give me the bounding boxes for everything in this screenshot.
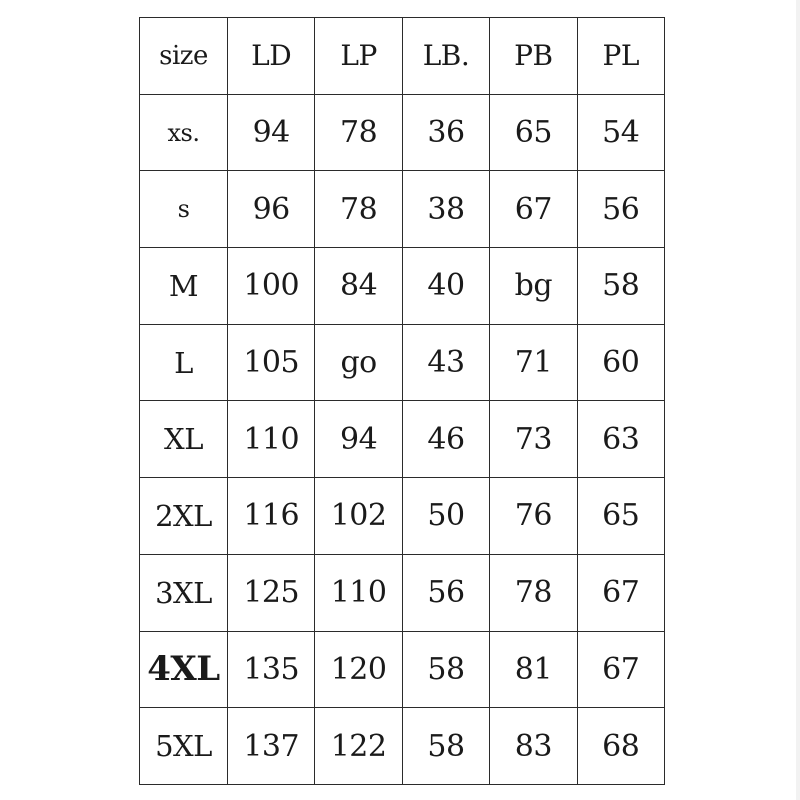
table-cell: 105 bbox=[228, 324, 315, 401]
table-cell: 60 bbox=[577, 324, 664, 401]
table-cell: 56 bbox=[577, 171, 664, 248]
size-label: 5XL bbox=[140, 708, 228, 785]
table-cell: 65 bbox=[577, 478, 664, 555]
table-row bbox=[140, 708, 665, 785]
header-pl: PL bbox=[577, 18, 664, 95]
table-cell: 137 bbox=[228, 708, 315, 785]
table-cell: 56 bbox=[402, 554, 489, 631]
table-cell: 122 bbox=[315, 708, 402, 785]
table-cell: 94 bbox=[315, 401, 402, 478]
table-cell: 125 bbox=[228, 554, 315, 631]
table-row bbox=[140, 631, 665, 708]
table-cell: bg bbox=[490, 248, 577, 325]
table-cell: 67 bbox=[577, 554, 664, 631]
table-row bbox=[140, 248, 665, 325]
page-edge-divider bbox=[796, 0, 800, 800]
table-cell: 54 bbox=[577, 94, 664, 171]
table-cell: 67 bbox=[577, 631, 664, 708]
table-row bbox=[140, 171, 665, 248]
table-cell: 40 bbox=[402, 248, 489, 325]
table-cell: 71 bbox=[490, 324, 577, 401]
table-cell: 78 bbox=[315, 171, 402, 248]
table-header-row bbox=[140, 18, 665, 95]
table-cell: 65 bbox=[490, 94, 577, 171]
table-cell: 120 bbox=[315, 631, 402, 708]
size-label: M bbox=[140, 248, 228, 325]
table-cell: go bbox=[315, 324, 402, 401]
size-label: 2XL bbox=[140, 478, 228, 555]
table-cell: 67 bbox=[490, 171, 577, 248]
size-label: 4XL bbox=[140, 631, 228, 708]
table-cell: 110 bbox=[228, 401, 315, 478]
table-cell: 43 bbox=[402, 324, 489, 401]
table-cell: 102 bbox=[315, 478, 402, 555]
table-cell: 50 bbox=[402, 478, 489, 555]
table-row bbox=[140, 554, 665, 631]
size-label: XL bbox=[140, 401, 228, 478]
header-pb: PB bbox=[490, 18, 577, 95]
table-cell: 81 bbox=[490, 631, 577, 708]
table-cell: 94 bbox=[228, 94, 315, 171]
header-lb: LB. bbox=[402, 18, 489, 95]
table-cell: 63 bbox=[577, 401, 664, 478]
table-cell: 78 bbox=[490, 554, 577, 631]
header-lp: LP bbox=[315, 18, 402, 95]
table-cell: 83 bbox=[490, 708, 577, 785]
table-cell: 73 bbox=[490, 401, 577, 478]
size-label: L bbox=[140, 324, 228, 401]
header-ld: LD bbox=[228, 18, 315, 95]
table-cell: 110 bbox=[315, 554, 402, 631]
table-cell: 58 bbox=[577, 248, 664, 325]
table-cell: 36 bbox=[402, 94, 489, 171]
table-cell: 116 bbox=[228, 478, 315, 555]
table-cell: 100 bbox=[228, 248, 315, 325]
table-cell: 58 bbox=[402, 631, 489, 708]
table-row bbox=[140, 94, 665, 171]
table-cell: 135 bbox=[228, 631, 315, 708]
table-cell: 96 bbox=[228, 171, 315, 248]
table-cell: 58 bbox=[402, 708, 489, 785]
table-row bbox=[140, 401, 665, 478]
table-cell: 76 bbox=[490, 478, 577, 555]
size-label: s bbox=[140, 171, 228, 248]
size-chart-table bbox=[139, 17, 665, 785]
table-cell: 68 bbox=[577, 708, 664, 785]
size-label: 3XL bbox=[140, 554, 228, 631]
table-cell: 84 bbox=[315, 248, 402, 325]
size-label: xs. bbox=[140, 94, 228, 171]
table-cell: 38 bbox=[402, 171, 489, 248]
table-cell: 78 bbox=[315, 94, 402, 171]
table-cell: 46 bbox=[402, 401, 489, 478]
table-row bbox=[140, 324, 665, 401]
table-row bbox=[140, 478, 665, 555]
header-size: size bbox=[140, 18, 228, 95]
